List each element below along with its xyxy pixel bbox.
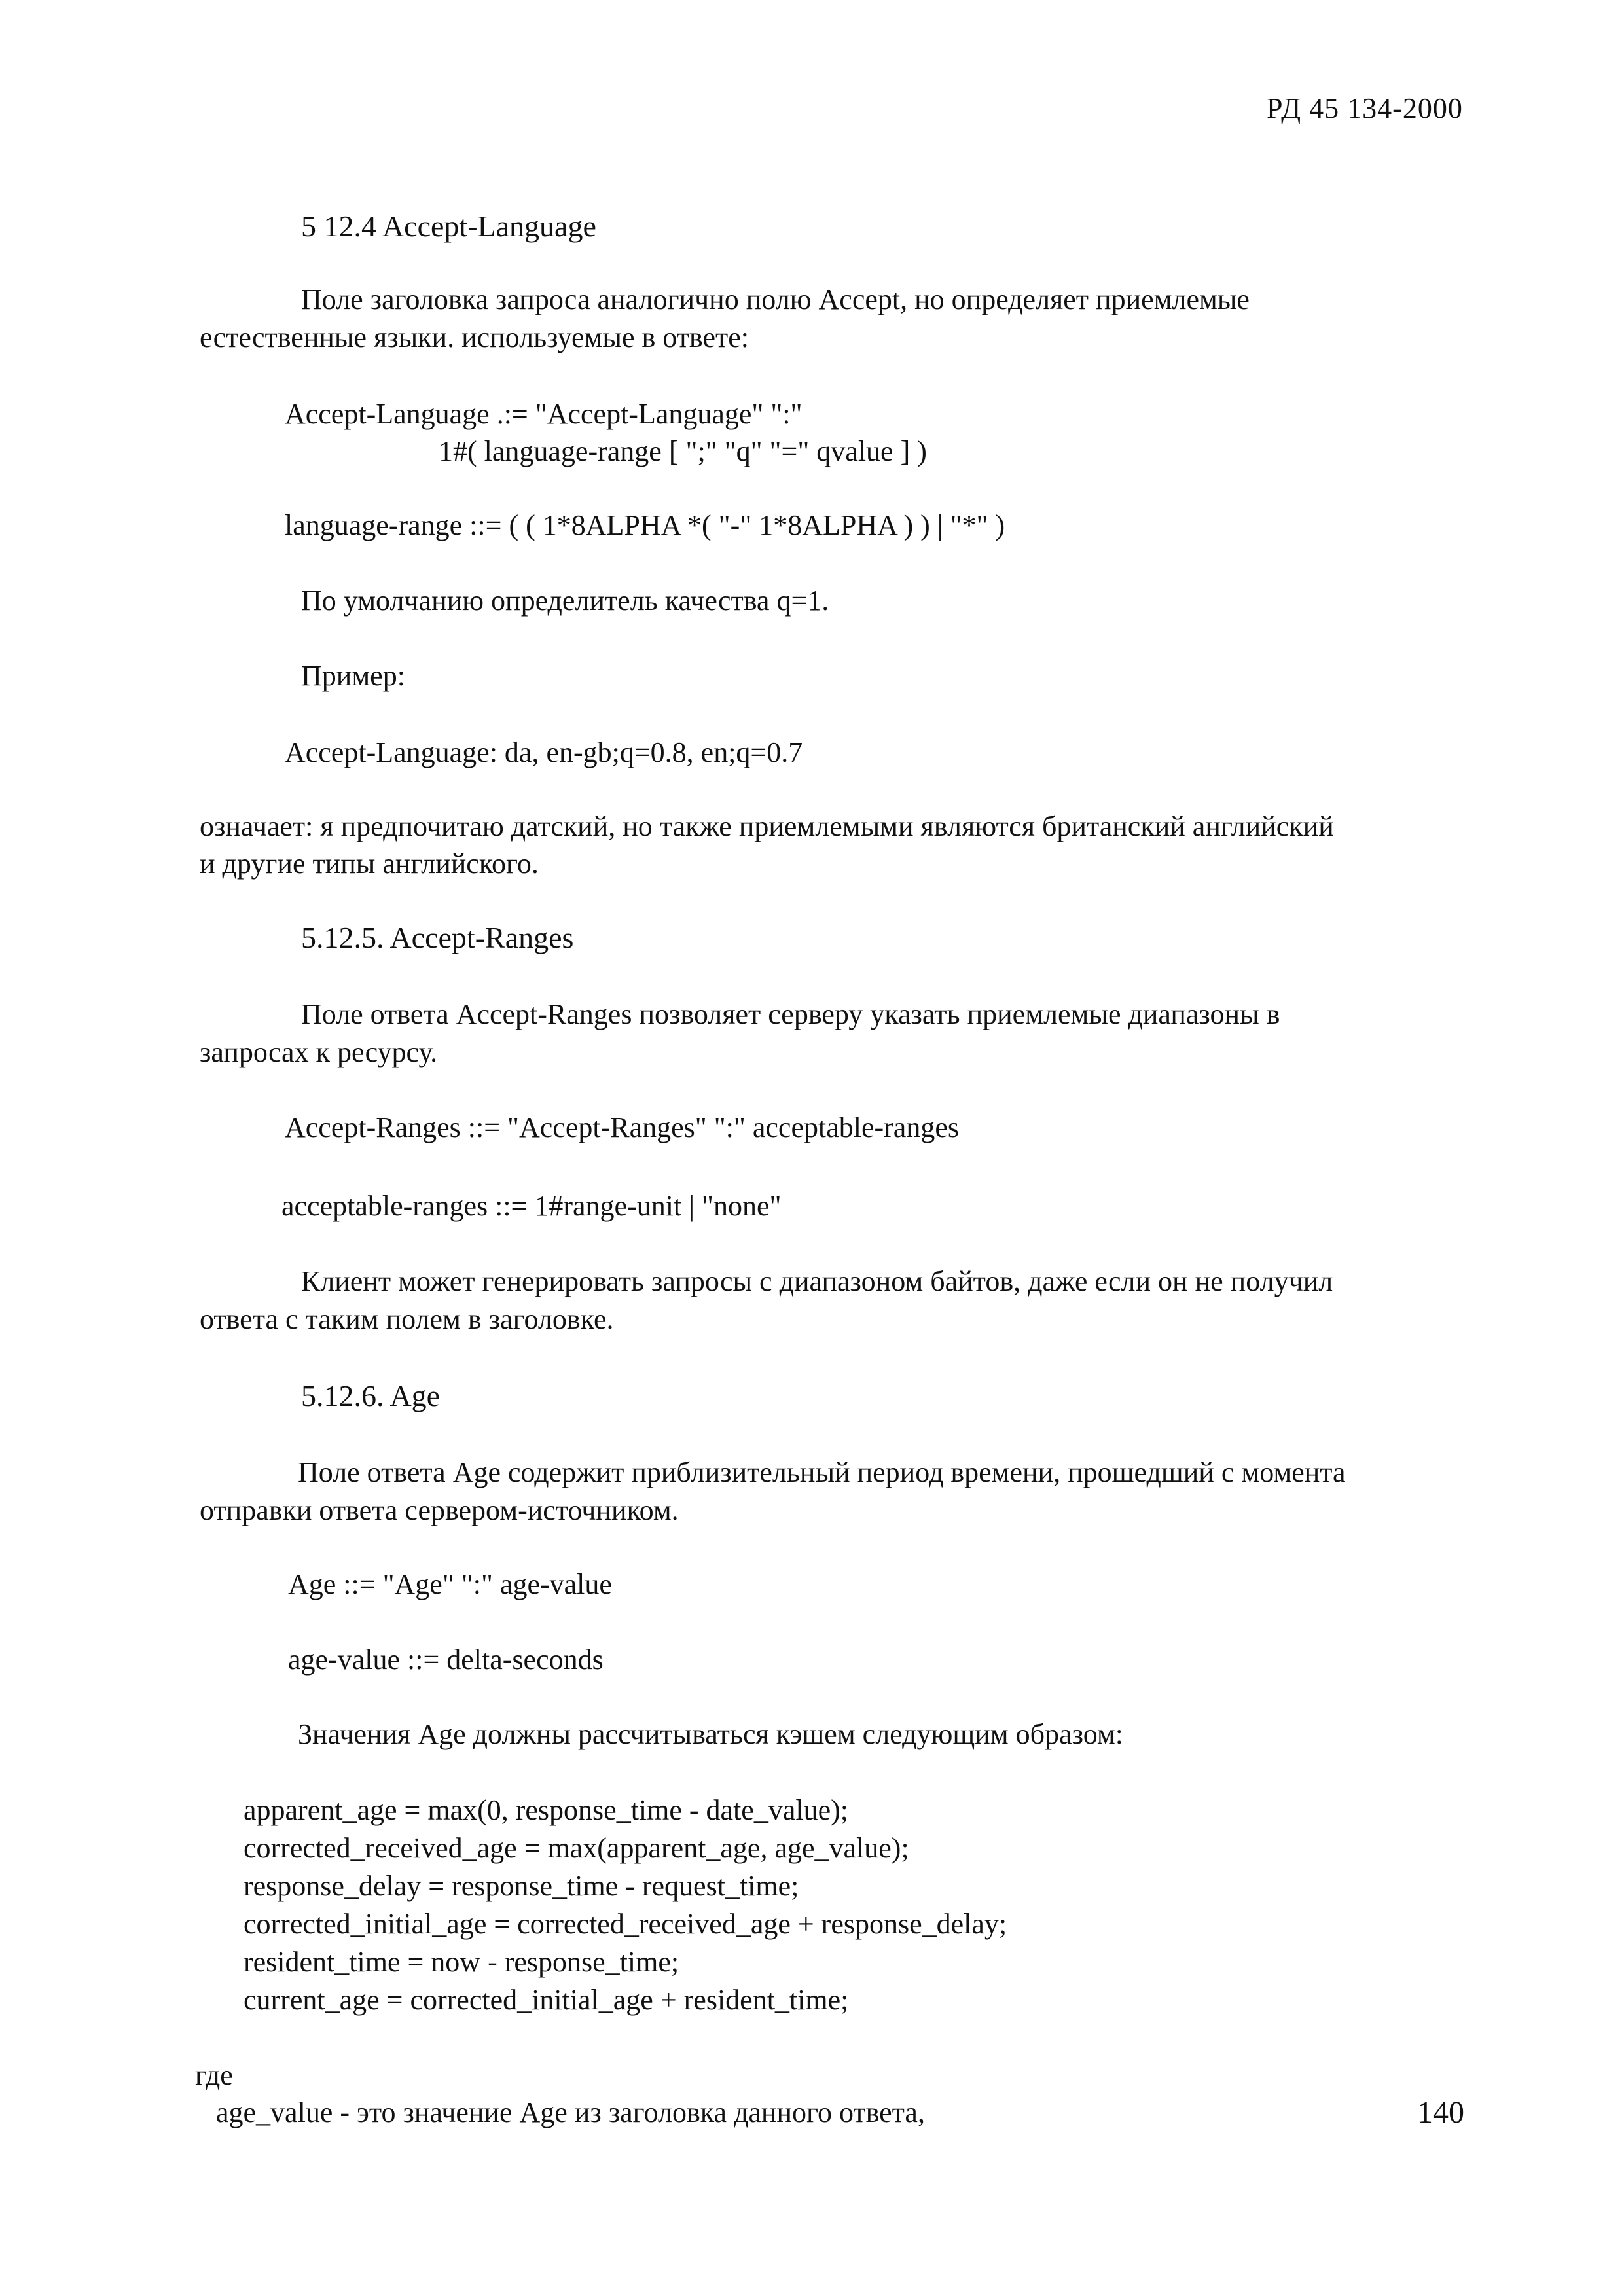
code-line: response_delay = response_time - request_time; — [244, 1870, 799, 1902]
paragraph-line: отправки ответа сервером-источником. — [200, 1494, 679, 1526]
grammar-rule: Accept-Language .:= "Accept-Language" ":" — [285, 398, 803, 430]
grammar-rule: language-range ::= ( ( 1*8ALPHA *( "-" 1*8ALPHA ) ) | "*" ) — [285, 509, 1005, 541]
grammar-rule: acceptable-ranges ::= 1#range-unit | "none" — [281, 1190, 782, 1222]
paragraph-line: ответа с таким полем в заголовке. — [200, 1303, 614, 1335]
code-line: current_age = corrected_initial_age + resident_time; — [244, 1984, 849, 2016]
document-code: РД 45 134-2000 — [1267, 92, 1463, 124]
paragraph-line: и другие типы английского. — [200, 848, 539, 880]
section-heading-age: 5.12.6. Age — [301, 1379, 441, 1412]
code-line: corrected_initial_age = corrected_received_age + response_delay; — [244, 1908, 1007, 1940]
grammar-rule: age-value ::= delta-seconds — [288, 1643, 604, 1676]
section-heading-accept-language: 5 12.4 Accept-Language — [301, 209, 596, 243]
paragraph-line: естественные языки. используемые в ответе: — [200, 321, 749, 353]
where-label: где — [195, 2059, 233, 2091]
paragraph-line: По умолчанию определитель качества q=1. — [301, 584, 829, 617]
paragraph-line: означает: я предпочитаю датский, но также приемлемыми являются британский английский — [200, 810, 1334, 842]
paragraph-line: Клиент может генерировать запросы с диапазоном байтов, даже если он не получил — [301, 1265, 1333, 1297]
grammar-rule: Accept-Ranges ::= "Accept-Ranges" ":" acceptable-ranges — [285, 1111, 959, 1143]
paragraph-line: Поле ответа Age содержит приблизительный период времени, прошедший с момента — [298, 1456, 1346, 1488]
paragraph-line: age_value - это значение Age из заголовка данного ответа, — [216, 2096, 925, 2128]
grammar-rule: 1#( language-range [ ";" "q" "=" qvalue ] ) — [439, 435, 927, 467]
code-line: apparent_age = max(0, response_time - date_value); — [244, 1794, 848, 1826]
example-label: Пример: — [301, 660, 405, 692]
page-number: 140 — [1417, 2095, 1464, 2130]
paragraph-line: Поле ответа Accept-Ranges позволяет серверу указать приемлемые диапазоны в — [301, 998, 1280, 1030]
paragraph-line: Значения Age должны рассчитываться кэшем следующим образом: — [298, 1718, 1123, 1750]
section-heading-accept-ranges: 5.12.5. Accept-Ranges — [301, 921, 574, 954]
paragraph-line: запросах к ресурсу. — [200, 1036, 438, 1068]
grammar-rule: Age ::= "Age" ":" age-value — [288, 1568, 612, 1600]
paragraph-line: Поле заголовка запроса аналогично полю Accept, но определяет приемлемые — [301, 283, 1250, 315]
code-line: corrected_received_age = max(apparent_age, age_value); — [244, 1832, 909, 1864]
code-line: resident_time = now - response_time; — [244, 1946, 679, 1978]
example-value: Accept-Language: da, en-gb;q=0.8, en;q=0.7 — [285, 736, 803, 768]
